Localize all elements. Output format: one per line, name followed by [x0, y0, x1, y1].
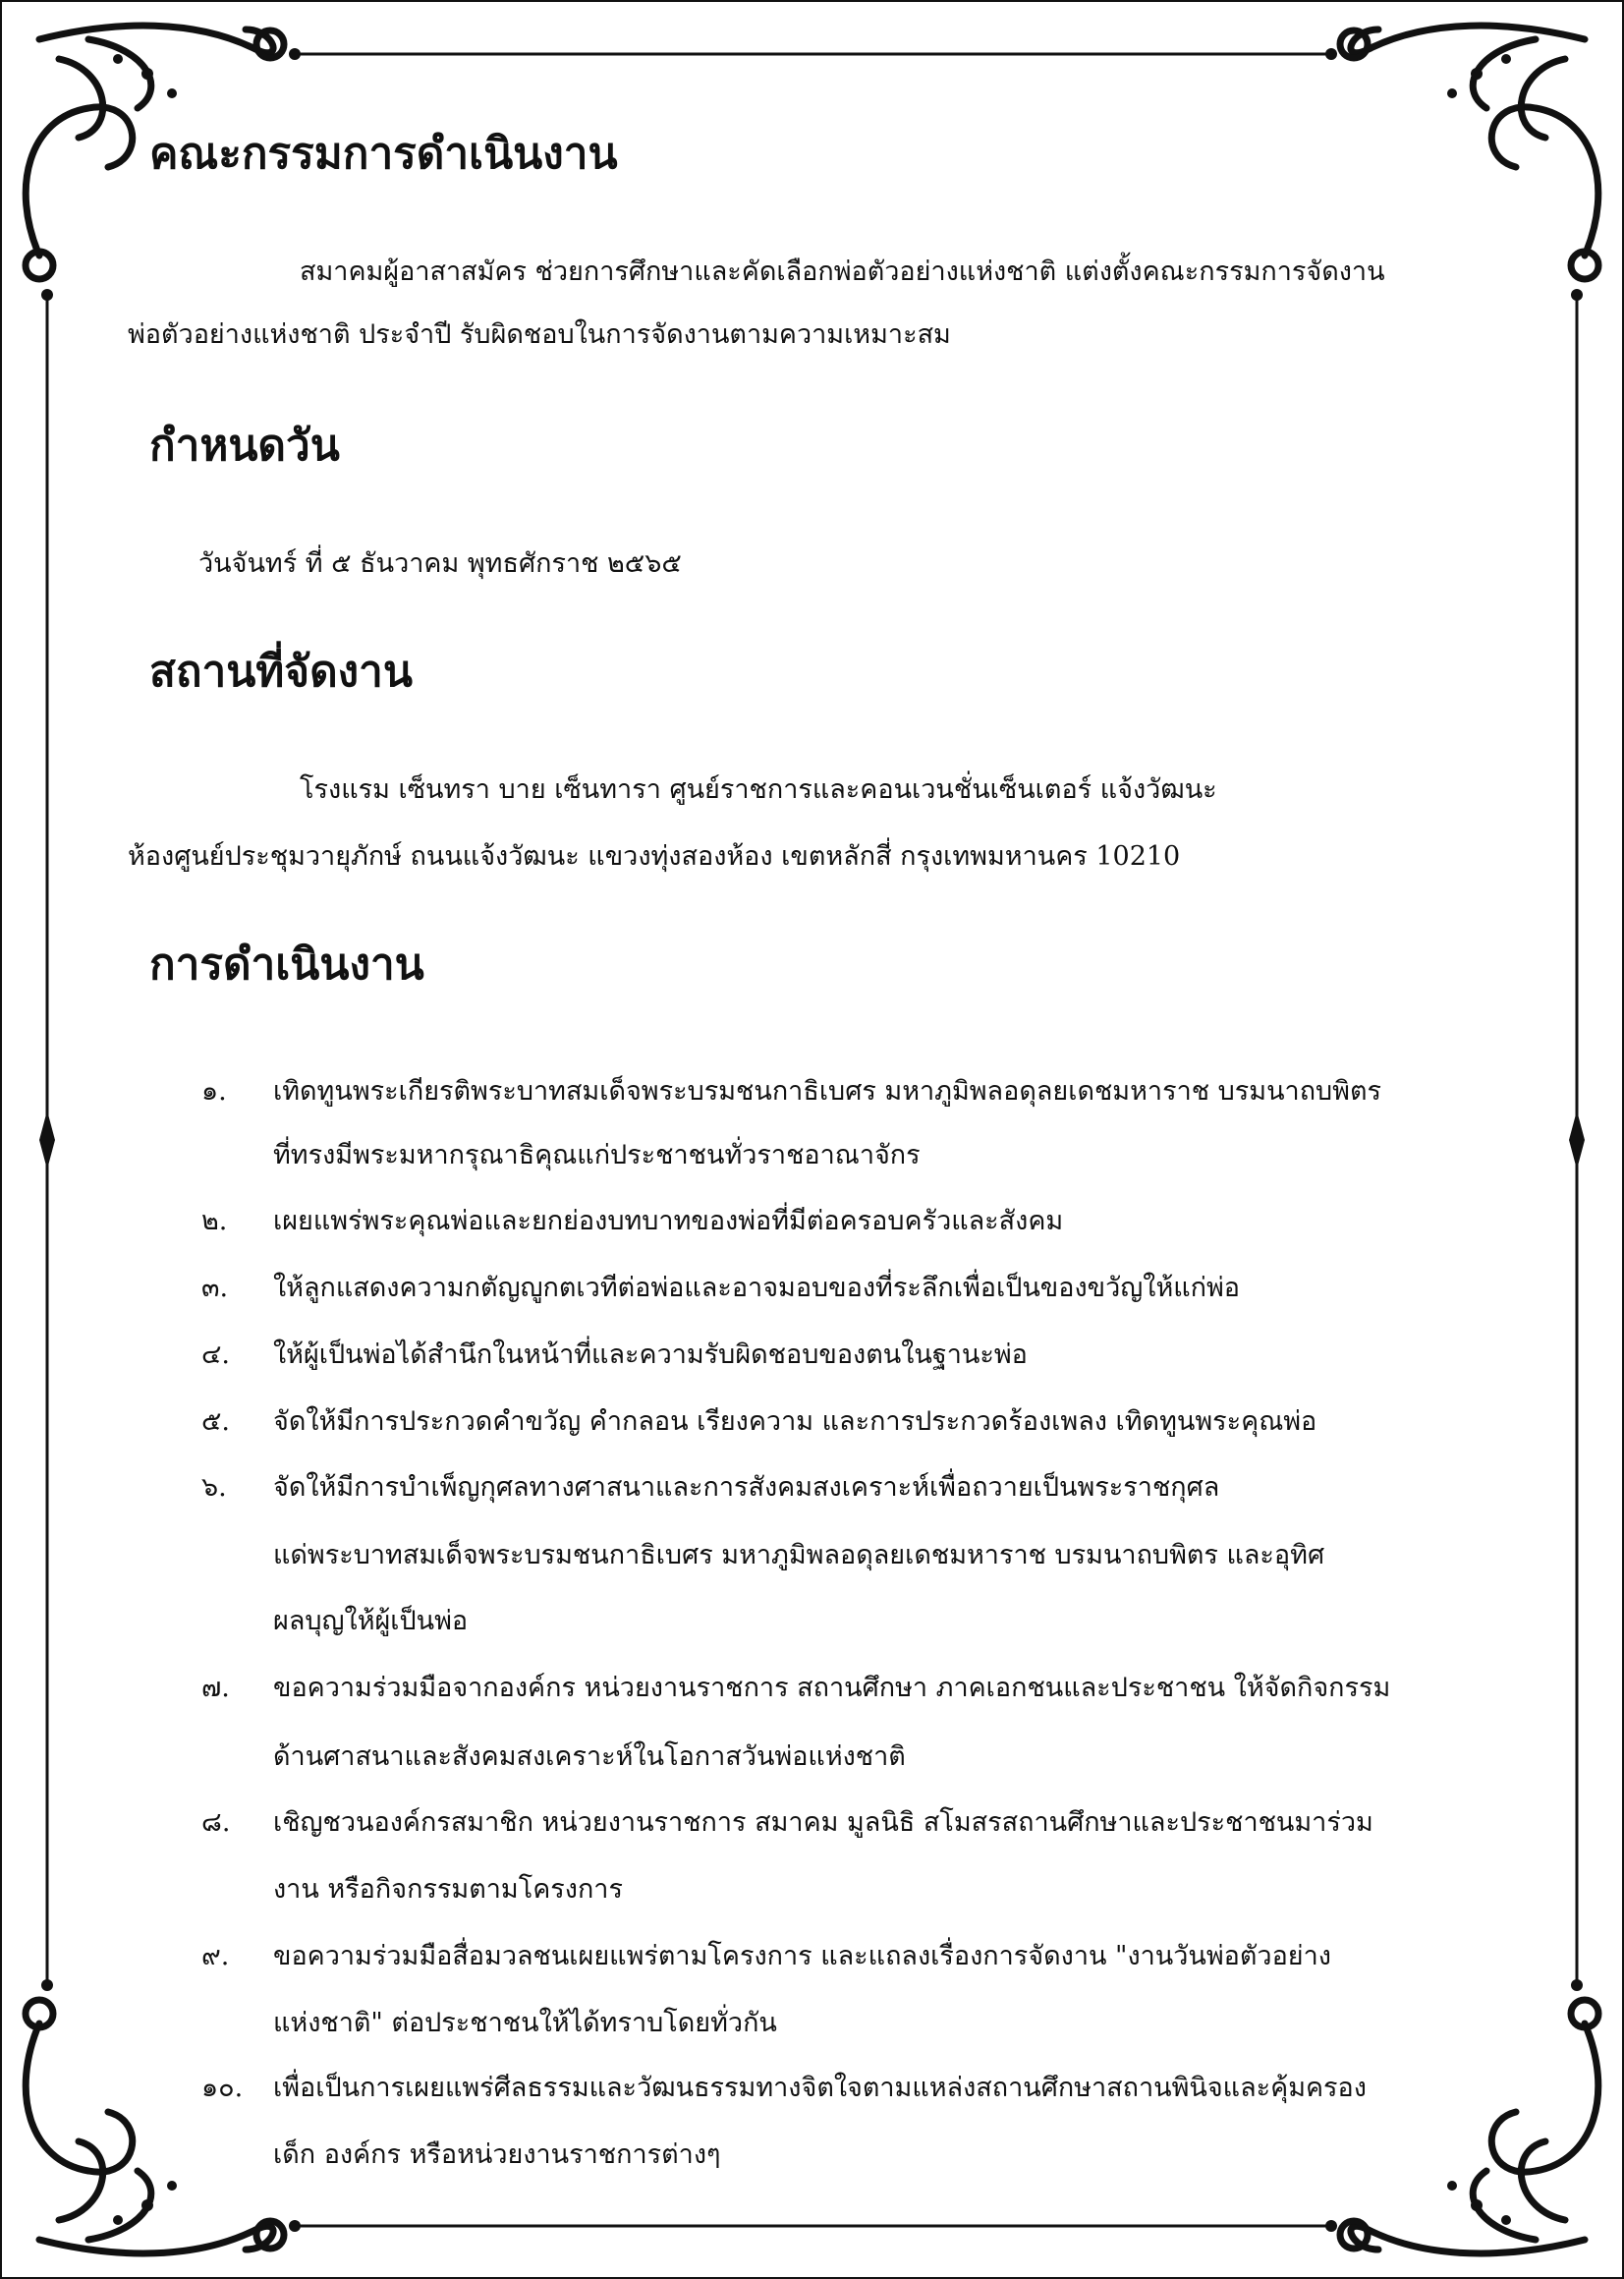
heading-operations: การดำเนินงาน — [149, 940, 424, 990]
list-item-number: ๓. — [201, 1273, 229, 1303]
list-item-text: จัดให้มีการบำเพ็ญกุศลทางศาสนาและการสังคมสงเคราะห์เพื่อถวายเป็นพระราชกุศล — [273, 1472, 1220, 1503]
list-item-text: เชิญชวนองค์กรสมาชิก หน่วยงานราชการ สมาคม มูลนิธิ สโมสรสถานศึกษาและประชาชนมาร่วม — [273, 1807, 1373, 1838]
event-date-text: วันจันทร์ ที่ ๕ ธันวาคม พุทธศักราช ๒๕๖๕ — [198, 548, 682, 579]
list-item-text: งาน หรือกิจกรรมตามโครงการ — [273, 1874, 623, 1905]
list-item-text: ให้ผู้เป็นพ่อได้สำนึกในหน้าที่และความรับผิดชอบของตนในฐานะพ่อ — [273, 1339, 1028, 1370]
venue-line-1: โรงแรม เซ็นทรา บาย เซ็นทารา ศูนย์ราชการและคอนเวนชั่นเซ็นเตอร์ แจ้งวัฒนะ — [300, 774, 1217, 805]
list-item-text: ด้านศาสนาและสังคมสงเคราะห์ในโอกาสวันพ่อแห่งชาติ — [273, 1741, 906, 1772]
heading-date: กำหนดวัน — [149, 421, 340, 471]
list-item-text: เพื่อเป็นการเผยแพร่ศีลธรรมและวัฒนธรรมทางจิตใจตามแหล่งสถานศึกษาสถานพินิจและคุ้มครอง — [273, 2073, 1367, 2103]
committee-paragraph-line-1: สมาคมผู้อาสาสมัคร ช่วยการศึกษาและคัดเลือกพ่อตัวอย่างแห่งชาติ แต่งตั้งคณะกรรมการจัดงาน — [300, 256, 1385, 287]
list-item-text: ขอความร่วมมือจากองค์กร หน่วยงานราชการ สถานศึกษา ภาคเอกชนและประชาชน ให้จัดกิจกรรม — [273, 1673, 1391, 1703]
list-item-text: ขอความร่วมมือสื่อมวลชนเผยแพร่ตามโครงการ และแถลงเรื่องการจัดงาน "งานวันพ่อตัวอย่าง — [273, 1941, 1331, 1971]
list-item-text: เทิดทูนพระเกียรติพระบาทสมเด็จพระบรมชนกาธิเบศร มหาภูมิพลอดุลยเดชมหาราช บรมนาถบพิตร — [273, 1076, 1382, 1107]
list-item-number: ๘. — [201, 1807, 231, 1838]
list-item-text: จัดให้มีการประกวดคำขวัญ คำกลอน เรียงความ และการประกวดร้องเพลง เทิดทูนพระคุณพ่อ — [273, 1406, 1317, 1437]
list-item-text: เผยแพร่พระคุณพ่อและยกย่องบทบาทของพ่อที่มีต่อครอบครัวและสังคม — [273, 1206, 1064, 1236]
committee-paragraph-line-2: พ่อตัวอย่างแห่งชาติ ประจำปี รับผิดชอบในการจัดงานตามความเหมาะสม — [128, 319, 951, 350]
list-item-number: ๒. — [201, 1206, 228, 1236]
list-item-number: ๖. — [201, 1472, 227, 1503]
list-item-number: ๑๐. — [201, 2073, 244, 2103]
list-item-number: ๑. — [201, 1076, 227, 1107]
list-item-number: ๔. — [201, 1339, 231, 1370]
list-item-number: ๕. — [201, 1406, 231, 1437]
list-item-text: เด็ก องค์กร หรือหน่วยงานราชการต่างๆ — [273, 2139, 721, 2170]
heading-venue: สถานที่จัดงาน — [149, 647, 413, 697]
list-item-text: ให้ลูกแสดงความกตัญญูกตเวทีต่อพ่อและอาจมอบของที่ระลึกเพื่อเป็นของขวัญให้แก่พ่อ — [273, 1273, 1241, 1303]
list-item-text: ที่ทรงมีพระมหากรุณาธิคุณแก่ประชาชนทั่วราชอาณาจักร — [273, 1140, 921, 1170]
list-item-number: ๙. — [201, 1941, 230, 1971]
list-item-number: ๗. — [201, 1673, 230, 1703]
list-item-text: ผลบุญให้ผู้เป็นพ่อ — [273, 1606, 469, 1636]
venue-line-2: ห้องศูนย์ประชุมวายุภักษ์ ถนนแจ้งวัฒนะ แขวงทุ่งสองห้อง เขตหลักสี่ กรุงเทพมหานคร 10210 — [128, 841, 1181, 872]
list-item-text: แห่งชาติ" ต่อประชาชนให้ได้ทราบโดยทั่วกัน — [273, 2008, 777, 2038]
heading-committee: คณะกรรมการดำเนินงาน — [149, 129, 618, 179]
list-item-text: แด่พระบาทสมเด็จพระบรมชนกาธิเบศร มหาภูมิพลอดุลยเดชมหาราช บรมนาถบพิตร และอุทิศ — [273, 1540, 1325, 1570]
